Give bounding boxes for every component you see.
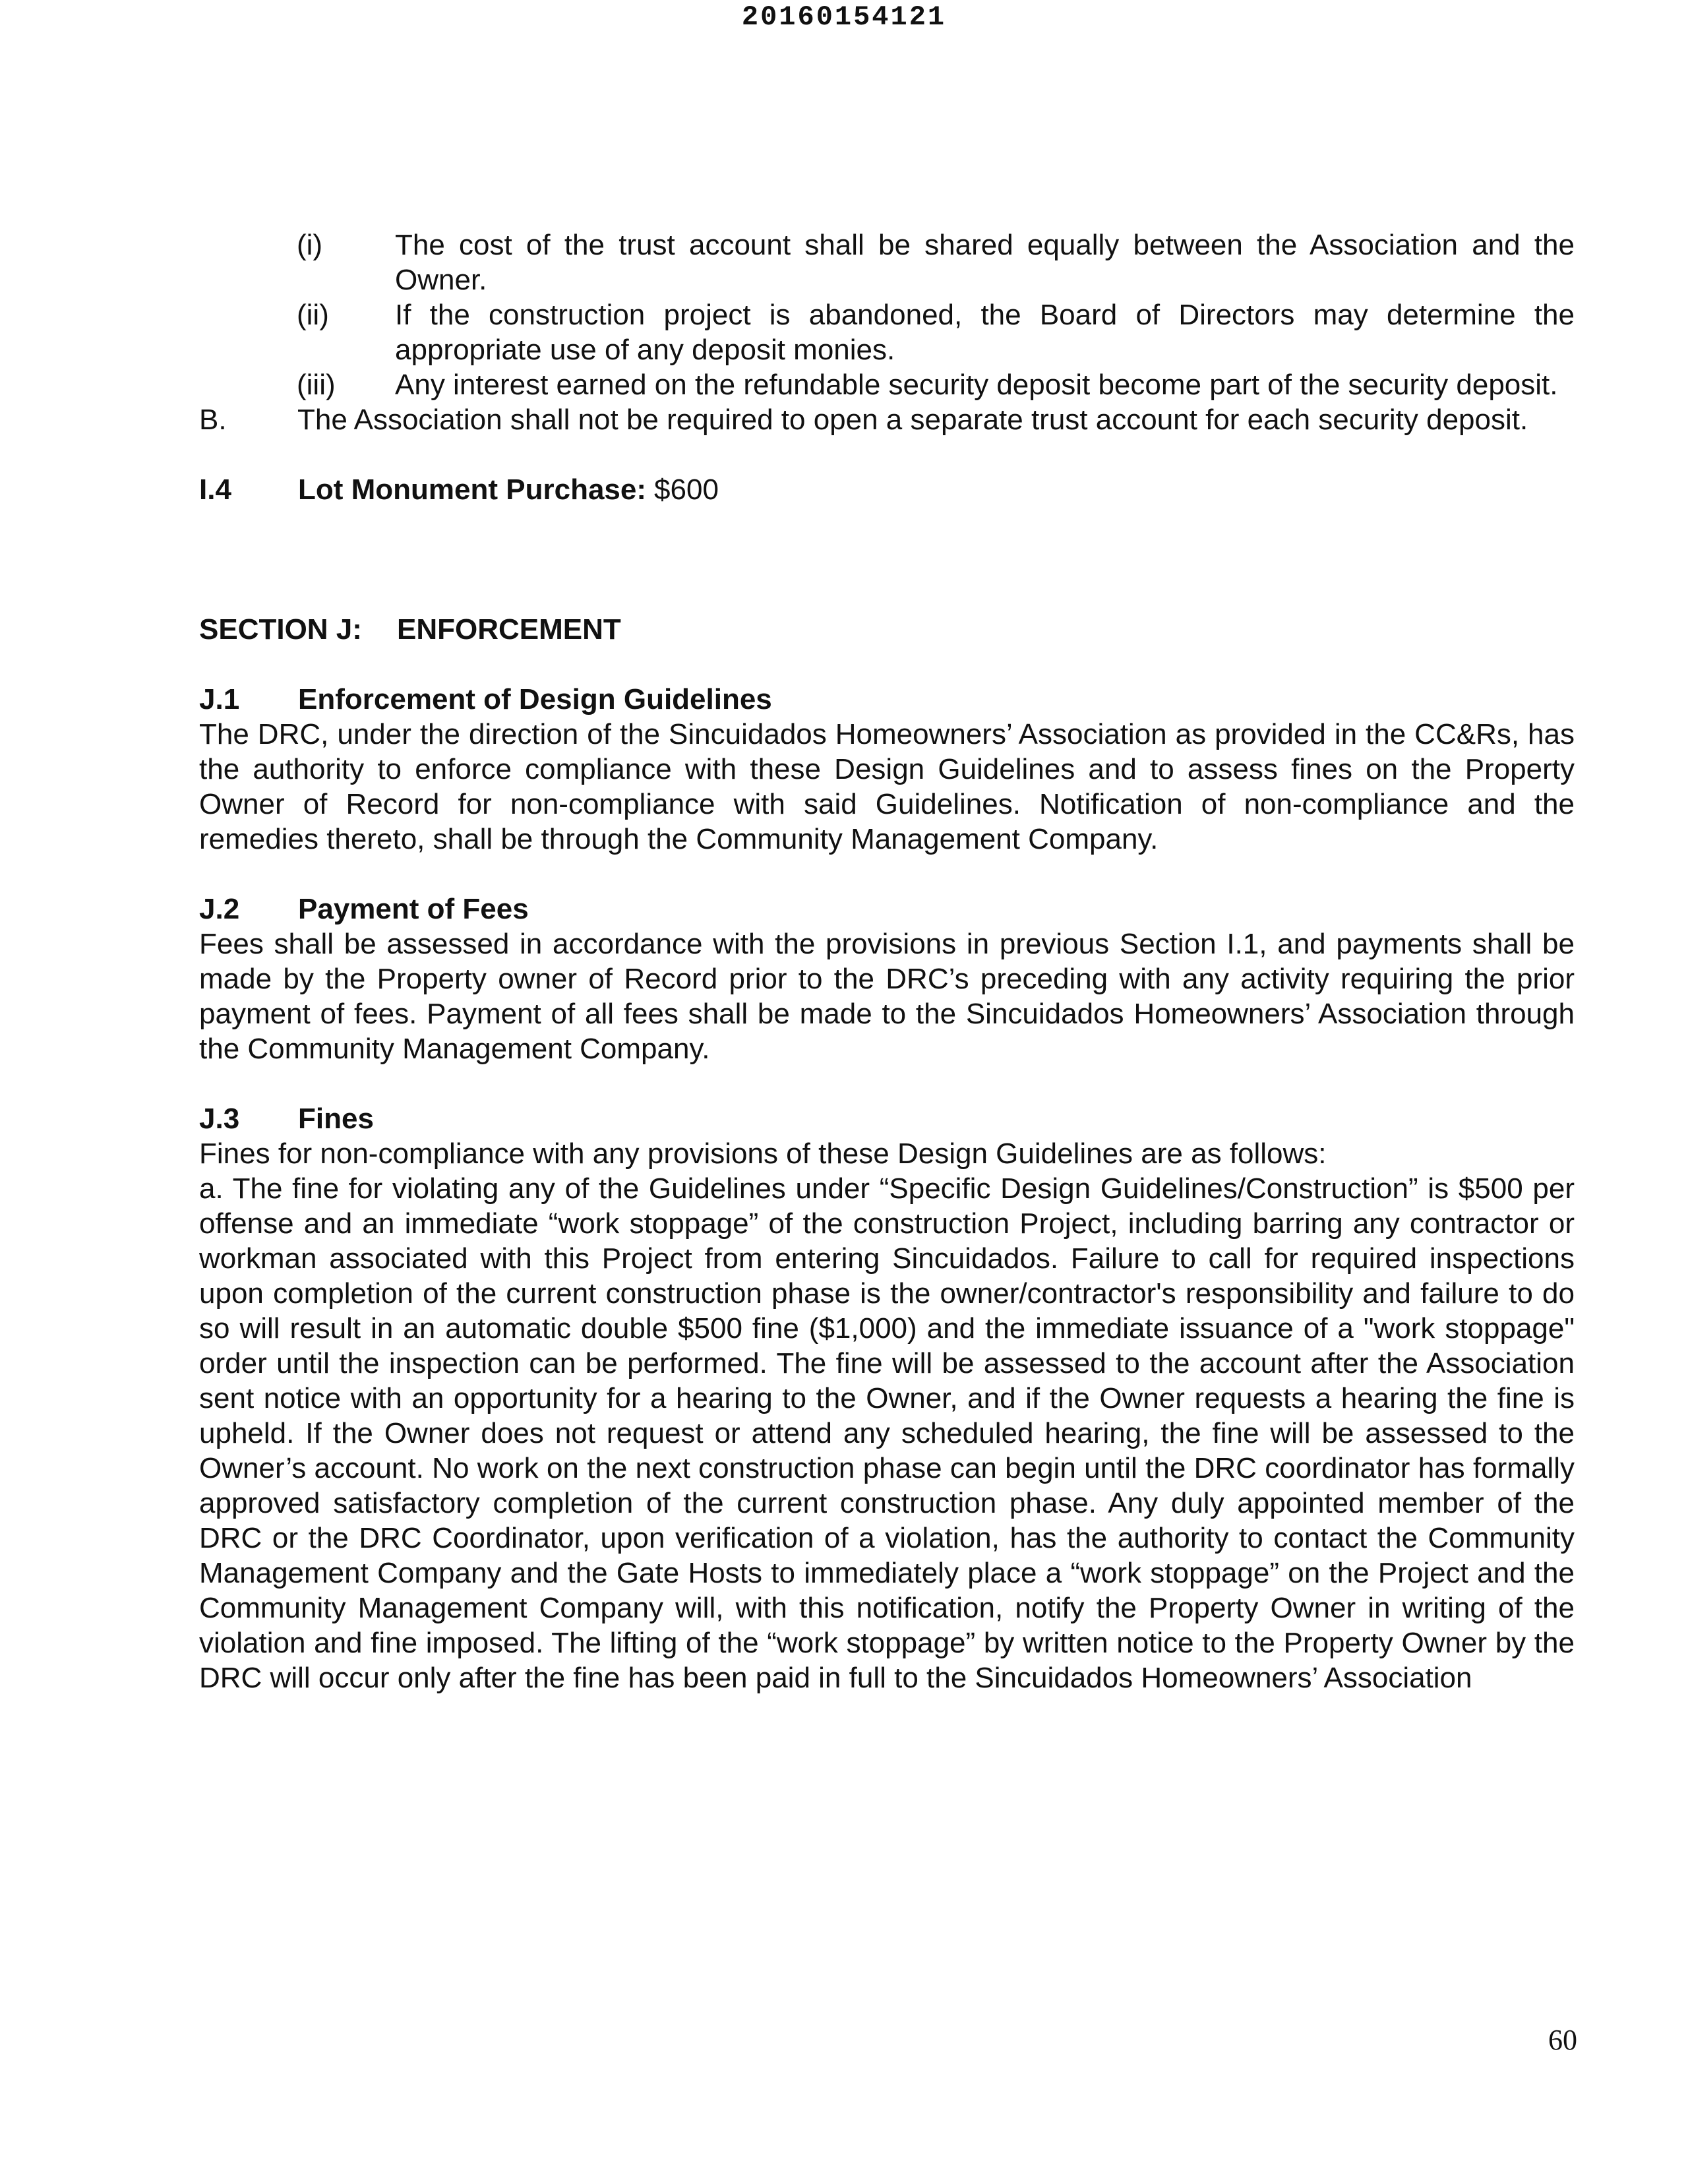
heading-title: Enforcement of Design Guidelines [298,683,772,715]
j3-heading [199,1101,1575,1136]
page-content [199,228,1575,1695]
heading-title: Lot Monument Purchase: [298,473,647,506]
page-number: 60 [1548,2024,1577,2056]
lot-monument-fee: $600 [654,473,719,506]
list-item-text: The cost of the trust account shall be shared equally between the Association and the Owner. [395,229,1575,296]
paragraph-b [199,402,1575,437]
list-item-text: If the construction project is abandoned, the Board of Directors may determine the appropriate use of any deposit monies. [395,299,1575,366]
heading-number: J.3 [199,1103,240,1135]
heading-number: J.2 [199,893,240,925]
section-j-title [199,612,1575,647]
list-item-text: Any interest earned on the refundable security deposit become part of the security deposit. [395,369,1558,401]
list-item [297,297,1575,367]
paragraph-b-letter: B. [199,404,227,436]
j3-paragraph-a: a. The fine for violating any of the Guidelines under “Specific Design Guidelines/Construction” is $500 per offense and an immediate “work stoppage” of the construction Project, including barring any contractor or workman associated with this Project from entering Sincuidados. Failure to call for required inspections upon completion of the current construction phase is the owner/contractor's responsibility and failure to do so will result in an automatic double $500 fine ($1,000) and the immediate issuance of a "work stoppage" order until the inspection can be performed. The fine will be assessed to the account after the Association sent notice with an opportunity for a hearing to the Owner, and if the Owner requests a hearing the fine is upheld. If the Owner does not request or attend any scheduled hearing, the fine will be assessed to the Owner’s account. No work on the next construction phase can begin until the DRC coordinator has formally approved satisfactory completion of the current construction phase. Any duly appointed member of the DRC or the DRC Coordinator, upon verification of a violation, has the authority to contact the Community Management Company and the Gate Hosts to immediately place a “work stoppage” on the Project and the Community Management Company will, with this notification, notify the Property Owner in writing of the violation and fine imposed. The lifting of the “work stoppage” by written notice to the Property Owner by the DRC will occur only after the fine has been paid in full to the Sincuidados Homeowners’ Association [199,1172,1575,1694]
list-item-number: (iii) [297,369,336,401]
j2-heading [199,892,1575,926]
j1-heading [199,682,1575,717]
heading-title: Payment of Fees [298,893,529,925]
list-item-number: (ii) [297,299,329,331]
section-title: ENFORCEMENT [397,613,621,646]
paragraph-b-text: The Association shall not be required to open a separate trust account for each security deposit. [297,404,1528,436]
list-item [297,228,1575,297]
list-item [297,367,1575,402]
j1-paragraph: The DRC, under the direction of the Sincuidados Homeowners’ Association as provided in the CC&Rs, has the authority to enforce compliance with these Design Guidelines and to assess fines on the Property Owner of Record for non-compliance with said Guidelines. Notification of non-compliance and the remedies thereto, shall be through the Community Management Company. [199,718,1575,855]
heading-number: I.4 [199,473,231,506]
document-id: 20160154121 [741,1,947,33]
deposit-conditions-list [297,228,1575,402]
j2-paragraph: Fees shall be assessed in accordance with the provisions in previous Section I.1, and payments shall be made by the Property owner of Record prior to the DRC’s preceding with any activity requiring the prior payment of fees. Payment of all fees shall be made to the Sincuidados Homeowners’ Association through the Community Management Company. [199,928,1575,1065]
j3-intro: Fines for non-compliance with any provisions of these Design Guidelines are as follows: [199,1138,1327,1170]
lot-monument-heading [199,472,1575,507]
section-label: SECTION J: [199,613,362,646]
list-item-number: (i) [297,229,323,261]
heading-number: J.1 [199,683,240,715]
heading-title: Fines [298,1103,374,1135]
